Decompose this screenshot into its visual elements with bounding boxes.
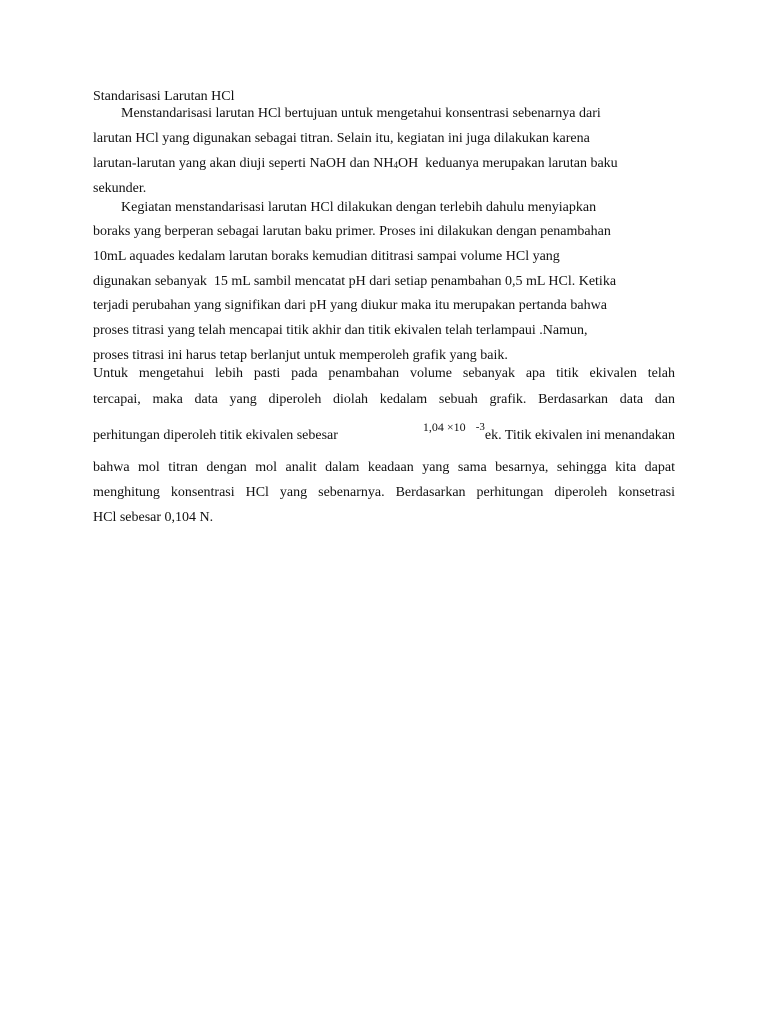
formula [422,420,675,444]
text-line [93,420,675,444]
text-segment: perhitungan diperoleh titik ekivalen sebesar [93,428,338,443]
text-line [93,156,675,173]
text-line: proses titrasi ini harus tetap berlanjut untuk memperoleh grafik yang baik. [93,348,508,363]
formula-mantissa: 1,04 ×10 [422,420,466,434]
text-segment: ek. Titik ekivalen ini menandakan [484,428,675,443]
text-line: Untuk mengetahui lebih pasti pada penambahan volume sebanyak apa titik ekivalen telah [93,366,675,381]
text-line: HCl sebesar 0,104 N. [93,510,214,525]
text-line: bahwa mol titran dengan mol analit dalam keadaan yang sama besarnya, sehingga kita dapat [93,460,675,475]
text-line: Kegiatan menstandarisasi larutan HCl dilakukan dengan terlebih dahulu menyiapkan [121,200,597,215]
document-title: Standarisasi Larutan HCl [93,89,235,104]
formula-exponent: -3 [475,421,485,433]
text-segment: larutan-larutan yang akan diuji seperti NaOH dan NH [93,156,394,171]
text-line: digunakan sebanyak 15 mL sambil mencatat pH dari setiap penambahan 0,5 mL HCl. Ketika [93,274,617,289]
text-line: Menstandarisasi larutan HCl bertujuan untuk mengetahui konsentrasi sebenarnya dari [121,106,601,121]
text-line: menghitung konsentrasi HCl yang sebenarnya. Berdasarkan perhitungan diperoleh konsetrasi [93,485,675,500]
text-line: terjadi perubahan yang signifikan dari pH yang diukur maka itu merupakan pertanda bahwa [93,298,607,313]
text-line: tercapai, maka data yang diperoleh diolah kedalam sebuah grafik. Berdasarkan data dan [93,392,675,407]
text-line: proses titrasi yang telah mencapai titik akhir dan titik ekivalen telah terlampaui .Namun, [93,323,588,338]
text-line: boraks yang berperan sebagai larutan baku primer. Proses ini dilakukan dengan penambahan [93,224,611,239]
text-line: 10mL aquades kedalam larutan boraks kemudian dititrasi sampai volume HCl yang [93,249,560,264]
text-line: larutan HCl yang digunakan sebagai titran. Selain itu, kegiatan ini juga dilakukan karena [93,131,590,146]
text-segment: OH keduanya merupakan larutan baku [398,156,618,171]
subscript: 4 [393,160,399,170]
text-line: sekunder. [93,181,147,196]
